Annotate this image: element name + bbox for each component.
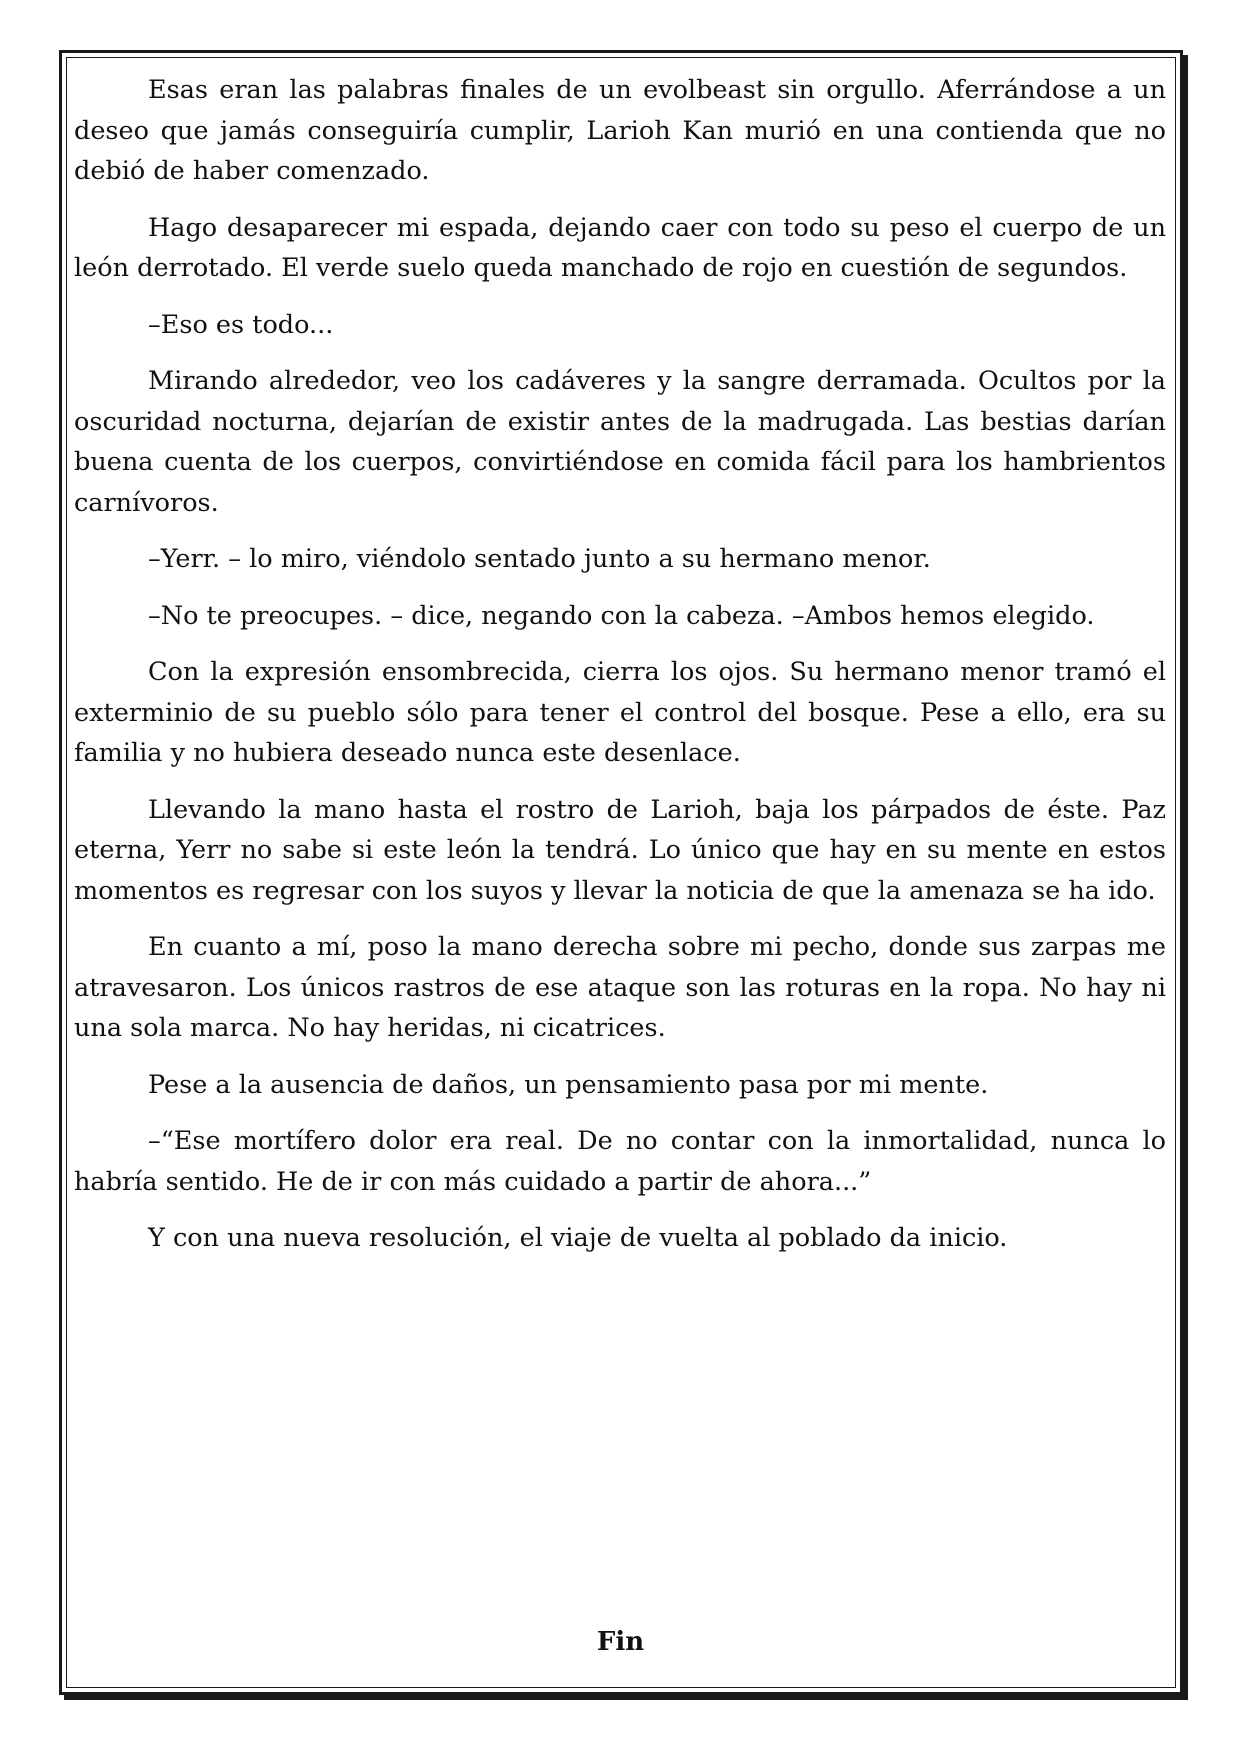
paragraph-12: Y con una nueva resolución, el viaje de vuelta al poblado da inicio. (148, 1223, 1008, 1253)
paragraph-9: En cuanto a mí, poso la mano derecha sobre mi pecho, donde sus zarpas me atravesaron. Los únicos rastros de ese ataque son las roturas en la ropa. No hay ni una sola marca. No hay heridas, ni cicatrices. (74, 932, 1166, 1043)
paragraph-3: –Eso es todo... (148, 309, 334, 340)
paragraph-11: –“Ese mortífero dolor era real. De no contar con la inmortalidad, nunca lo habría sentido. He de ir con más cuidado a partir de ahora...” (74, 1126, 1166, 1197)
paragraph-8: Llevando la mano hasta el rostro de Larioh, baja los párpados de éste. Paz eterna, Yerr no sabe si este león la tendrá. Lo único que hay en su mente en estos momentos es regresar con los suyos y llevar la noticia de que la amenaza se ha ido. (74, 794, 1166, 906)
paragraph-6: –No te preocupes. – dice, negando con la cabeza. –Ambos hemos elegido. (148, 600, 1095, 631)
paragraph-2: Hago desaparecer mi espada, dejando caer con todo su peso el cuerpo de un león derrotado. El verde suelo queda manchado de rojo en cuestión de segundos. (74, 212, 1166, 283)
paragraph-7: Con la expresión ensombrecida, cierra los ojos. Su hermano menor tramó el exterminio de su pueblo sólo para tener el control del bosque. Pese a ello, era su familia y no hubiera deseado nunca este desenlace. (74, 657, 1166, 768)
story-text (74, 70, 1166, 1275)
paragraph-4: Mirando alrededor, veo los cadáveres y la sangre derramada. Ocultos por la oscuridad nocturna, dejarían de existir antes de la madrugada. Las bestias darían buena cuenta de los cuerpos, convirtiéndose en comida fácil para los hambrientos carnívoros. (74, 366, 1166, 518)
end-label: Fin (596, 1627, 645, 1657)
paragraph-10: Pese a la ausencia de daños, un pensamiento pasa por mi mente. (148, 1069, 989, 1100)
paragraph-1: Esas eran las palabras finales de un evolbeast sin orgullo. Aferrándose a un deseo que jamás conseguiría cumplir, Larioh Kan murió en una contienda que no debió de haber comenzado. (74, 75, 1166, 186)
paragraph-5: –Yerr. – lo miro, viéndolo sentado junto a su hermano menor. (148, 544, 931, 574)
